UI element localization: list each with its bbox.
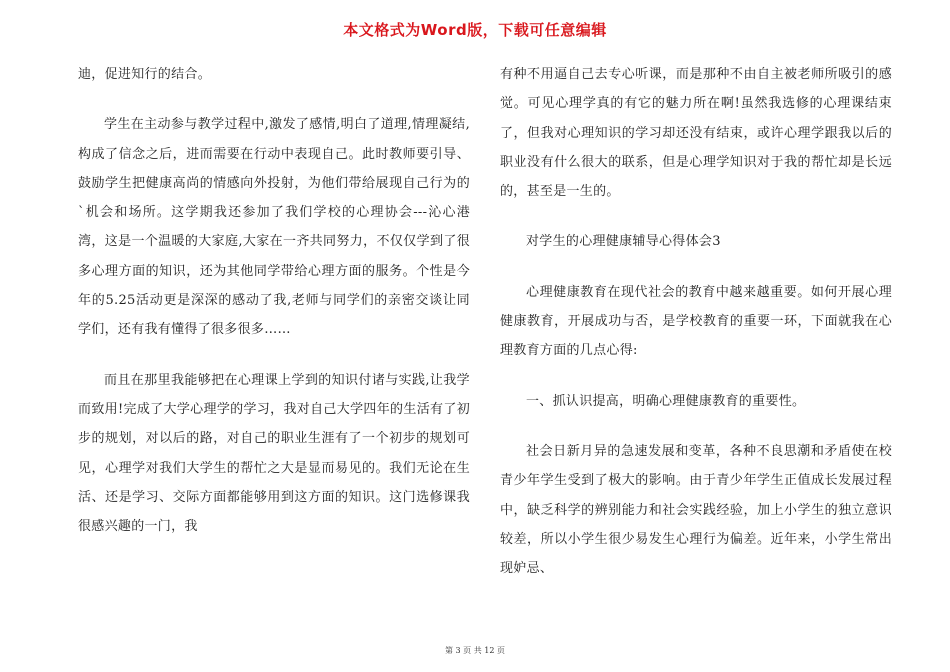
left-text-column — [78, 60, 470, 541]
paragraph: 社会日新月异的急速发展和变革，各种不良思潮和矛盾使在校青少年学生受到了极大的影响。由于青少年学生正值成长发展过程中，缺乏科学的辨别能力和社会实践经验，加上小学生的独立意识较差，所以小学生很少易发生心理行为偏差。近年来，小学生常出现妒忌、 — [500, 443, 892, 577]
paragraph: 迪，促进知行的结合。 — [78, 67, 212, 82]
paragraph: 学生在主动参与教学过程中,激发了感情,明白了道理,情理凝结,构成了信念之后，进而需要在行动中表现自己。此时教师要引导、鼓励学生把健康高尚的情感向外投射，为他们带给展现自己行为的`机会和场所。这学期我还参加了我们学校的心理协会---沁心港湾，这是一个温暖的大家庭,大家在一齐共同努力，不仅仅学到了很多心理方面的知识，还为其他同学带给心理方面的服务。个性是今年的5.25活动更是深深的感动了我,老师与同学们的亲密交谈让同学们，还有我有懂得了很多很多…… — [78, 117, 470, 338]
paragraph: 心理健康教育在现代社会的教育中越来越重要。如何开展心理健康教育，开展成功与否，是学校教育的重要一环，下面就我在心理教育方面的几点心得: — [500, 284, 892, 359]
paragraph: 有种不用逼自己去专心听课，而是那种不由自主被老师所吸引的感觉。可见心理学真的有它的魅力所在啊!虽然我选修的心理课结束了，但我对心理知识的学习却还没有结束，或许心理学跟我以后的职业没有什么很大的联系，但是心理学知识对于我的帮忙却是长远的，甚至是一生的。 — [500, 67, 892, 200]
section-heading: 对学生的心理健康辅导心得体会3 — [526, 234, 721, 250]
document-banner: 本文格式为Word版，下载可任意编辑 — [343, 21, 607, 39]
paragraph: 而且在那里我能够把在心理课上学到的知识付诸与实践,让我学而致用!完成了大学心理学的学习，我对自己大学四年的生活有了初步的规划，对以后的路，对自己的职业生涯有了一个初步的规划可见，心理学对我们大学生的帮忙之大是显而易见的。我们无论在生活、还是学习、交际方面都能够用到这方面的知识。这门选修课我很感兴趣的一门，我 — [78, 372, 470, 535]
page-number: 第 3 页 共 12 页 — [445, 646, 505, 655]
right-text-column — [500, 60, 892, 583]
subsection-heading: 一、抓认识提高，明确心理健康教育的重要性。 — [526, 393, 806, 409]
